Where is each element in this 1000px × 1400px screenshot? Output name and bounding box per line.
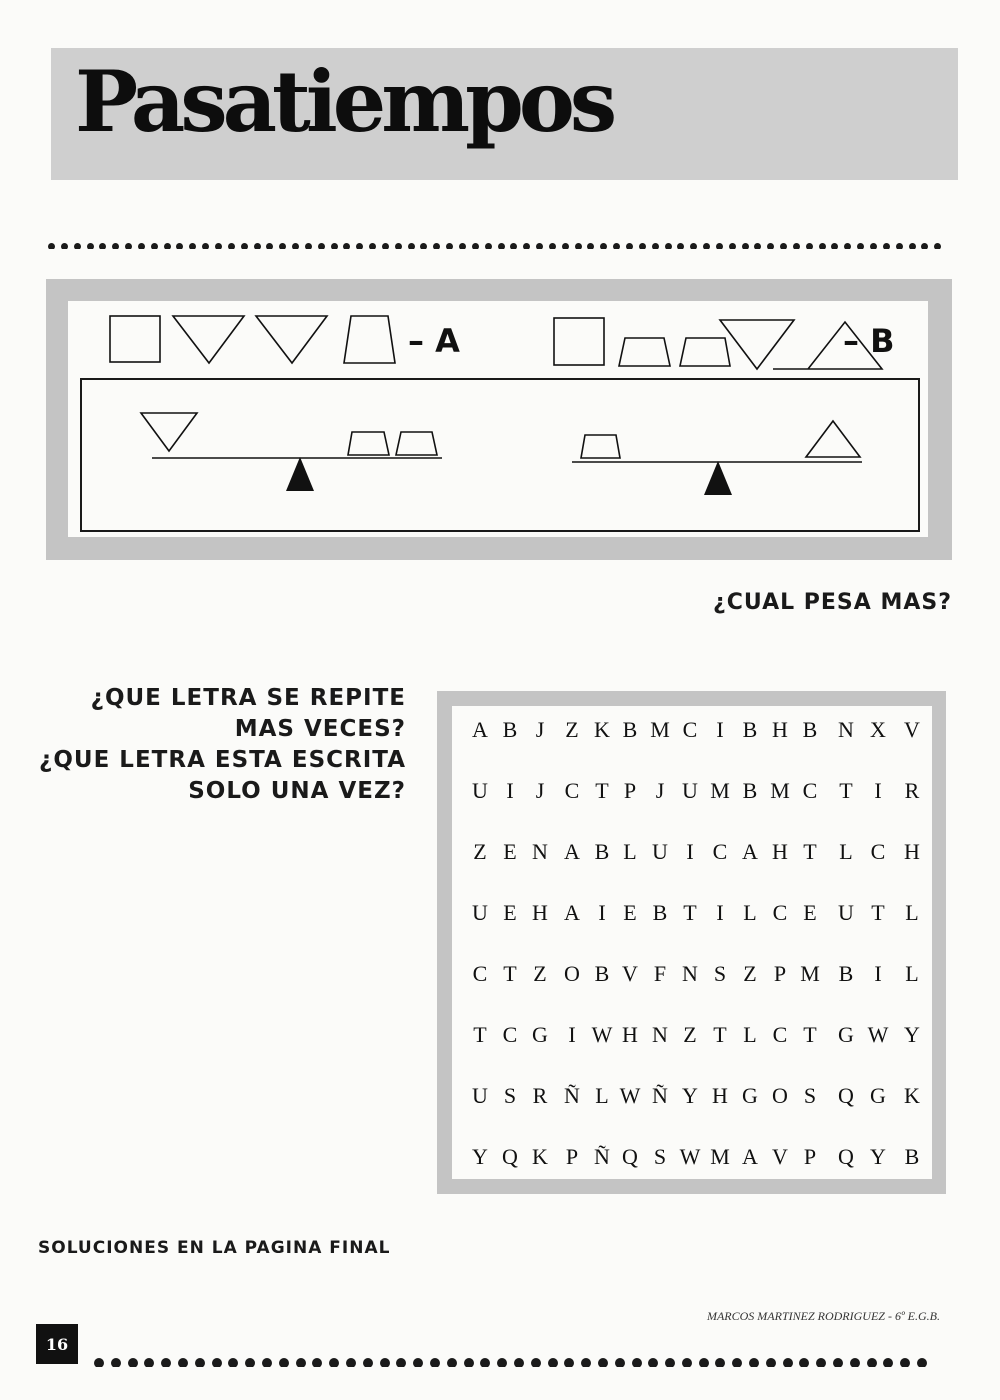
letter-grid-cell: B [742, 778, 758, 803]
letter-grid-cell: V [622, 961, 638, 986]
square-shape [110, 316, 160, 362]
letter-grid-cell: C [802, 778, 818, 803]
divider-dot [799, 1358, 809, 1367]
letter-grid-cell: P [773, 961, 787, 986]
letter-grid-cell: H [532, 900, 548, 925]
letter-grid-cell: C [682, 717, 698, 742]
scale-fulcrum [704, 461, 732, 495]
letter-grid-cell: L [743, 900, 757, 925]
divider-dot [900, 1358, 910, 1367]
letter-grid-cell: J [535, 717, 545, 742]
letter-grid-cell: Y [682, 1083, 698, 1108]
divider-dot [464, 1358, 474, 1367]
letter-grid-cell: P [623, 778, 637, 803]
letter-grid-cell: G [742, 1083, 758, 1108]
divider-dot [94, 1358, 104, 1367]
letter-grid-cell: V [904, 717, 920, 742]
letter-grid-cell: I [598, 900, 606, 925]
letter-grid-cell: Z [473, 839, 487, 864]
letter-grid-cell: B [594, 839, 610, 864]
letter-grid-cell: B [502, 717, 518, 742]
letter-grid-cell: Z [565, 717, 579, 742]
letter-grid-cell: W [867, 1022, 889, 1047]
scale-fulcrum [286, 457, 314, 491]
letter-grid-cell: E [623, 900, 637, 925]
letter-grid-cell: C [772, 1022, 788, 1047]
letter-grid-cell: B [802, 717, 818, 742]
letter-grid-cell: L [595, 1083, 609, 1108]
divider-dot [262, 1358, 272, 1367]
letter-grid-cell: V [772, 1144, 788, 1169]
letter-grid-cell: T [839, 778, 853, 803]
letter-grid-cell: C [870, 839, 886, 864]
divider-dot [430, 1358, 440, 1367]
letter-grid-row [468, 717, 928, 747]
letter-grid-cell: L [905, 961, 919, 986]
letter-grid-cell: L [743, 1022, 757, 1047]
letter-grid-cell: P [803, 1144, 817, 1169]
letter-grid-cell: I [874, 961, 882, 986]
letter-grid-cell: T [713, 1022, 727, 1047]
divider-dot [245, 1358, 255, 1367]
letter-grid-cell: L [623, 839, 637, 864]
letter-grid-cell: Y [904, 1022, 920, 1047]
letter-grid-cell: U [838, 900, 854, 925]
divider-dot [581, 1358, 591, 1367]
letter-grid-cell: K [532, 1144, 548, 1169]
divider-dot [816, 1358, 826, 1367]
letter-grid-cell: Q [502, 1144, 518, 1169]
letter-grid-cell: W [591, 1022, 613, 1047]
divider-dot [850, 1358, 860, 1367]
divider-dot [144, 1358, 154, 1367]
letter-grid-cell: U [682, 778, 698, 803]
letter-grid-cell: I [568, 1022, 576, 1047]
letter-grid-cell: I [716, 717, 724, 742]
letter-grid-cell: E [503, 839, 517, 864]
trapezoid-shape [348, 432, 389, 455]
letter-question-line: ¿QUE LETRA ESTA ESCRITA [39, 747, 406, 773]
weight-question: ¿CUAL PESA MAS? [712, 590, 952, 615]
divider-dot [514, 1358, 524, 1367]
letter-grid-cell: Z [533, 961, 547, 986]
letter-grid-cell: M [770, 778, 790, 803]
letter-grid-cell: A [742, 839, 758, 864]
letter-grid-row [468, 900, 928, 930]
divider-dot [178, 1358, 188, 1367]
triangle-shape [806, 421, 860, 457]
divider-dot [128, 1358, 138, 1367]
weight-puzzle-shapes [0, 0, 1000, 600]
solutions-note: SOLUCIONES EN LA PAGINA FINAL [38, 1238, 391, 1258]
divider-dot [883, 1358, 893, 1367]
letter-grid-cell: A [564, 839, 580, 864]
letter-grid-cell: K [904, 1083, 920, 1108]
letter-grid-cell: B [622, 717, 638, 742]
letter-grid-cell: N [838, 717, 854, 742]
divider-dot [648, 1358, 658, 1367]
letter-grid-cell: G [838, 1022, 854, 1047]
divider-dot [228, 1358, 238, 1367]
inverted-triangle-shape [720, 320, 794, 369]
letter-grid-row [468, 961, 928, 991]
divider-dot [749, 1358, 759, 1367]
trapezoid-shape [680, 338, 730, 366]
letter-grid-row [468, 1083, 928, 1113]
letter-grid-cell: X [870, 717, 886, 742]
divider-dot [296, 1358, 306, 1367]
letter-grid-cell: T [683, 900, 697, 925]
letter-grid-cell: R [532, 1083, 548, 1108]
letter-grid-cell: Y [870, 1144, 886, 1169]
divider-dot [346, 1358, 356, 1367]
letter-grid-cell: T [803, 1022, 817, 1047]
letter-grid-cell: Q [838, 1144, 854, 1169]
letter-grid-cell: N [532, 839, 548, 864]
letter-grid-cell: C [772, 900, 788, 925]
letter-grid-cell: W [619, 1083, 641, 1108]
inverted-triangle-shape [173, 316, 244, 363]
letter-grid-cell: M [800, 961, 820, 986]
option-b-label: – B [843, 322, 895, 360]
letter-grid-cell: U [472, 1083, 488, 1108]
divider-dot [396, 1358, 406, 1367]
divider-dot [682, 1358, 692, 1367]
trapezoid-shape [619, 338, 670, 366]
divider-dot [531, 1358, 541, 1367]
letter-grid-cell: H [772, 839, 788, 864]
letter-grid-cell: A [472, 717, 488, 742]
letter-grid-cell: T [803, 839, 817, 864]
letter-grid-cell: Q [838, 1083, 854, 1108]
letter-grid-cell: R [904, 778, 920, 803]
letter-question-line: MAS VECES? [234, 716, 406, 742]
letter-grid-cell: A [742, 1144, 758, 1169]
trapezoid-shape [396, 432, 437, 455]
divider-dot [111, 1358, 121, 1367]
letter-grid-cell: J [535, 778, 545, 803]
author-credit: MARCOS MARTINEZ RODRIGUEZ - 6º E.G.B. [706, 1309, 940, 1323]
letter-grid-row [468, 839, 928, 869]
letter-grid-cell: H [904, 839, 920, 864]
square-shape [554, 318, 604, 365]
divider-dot [329, 1358, 339, 1367]
letter-grid-cell: Ñ [652, 1083, 668, 1108]
inverted-triangle-shape [141, 413, 197, 451]
letter-question-line: ¿QUE LETRA SE REPITE [90, 685, 406, 711]
letter-grid-cell: I [716, 900, 724, 925]
letter-grid-cell: Y [472, 1144, 488, 1169]
divider-dot [195, 1358, 205, 1367]
divider-dot [279, 1358, 289, 1367]
letter-grid-cell: T [595, 778, 609, 803]
divider-dot [867, 1358, 877, 1367]
letter-grid-cell: G [870, 1083, 886, 1108]
divider-dot [413, 1358, 423, 1367]
divider-dot [212, 1358, 222, 1367]
divider-dot [363, 1358, 373, 1367]
letter-grid-cell: M [710, 1144, 730, 1169]
divider-dot [447, 1358, 457, 1367]
letter-grid-cell: O [564, 961, 580, 986]
letter-grid-cell: W [679, 1144, 701, 1169]
letter-grid-cell: B [652, 900, 668, 925]
option-a-label: – A [408, 322, 460, 360]
letter-grid-cell: T [503, 961, 517, 986]
letter-grid-cell: H [772, 717, 788, 742]
letter-grid-cell: T [473, 1022, 487, 1047]
divider-dot [497, 1358, 507, 1367]
divider-dot [312, 1358, 322, 1367]
divider-dot [732, 1358, 742, 1367]
letter-grid-cell: S [503, 1083, 517, 1108]
divider-dot [548, 1358, 558, 1367]
letter-grid-cell: I [506, 778, 514, 803]
divider-dot [665, 1358, 675, 1367]
letter-grid-cell: N [682, 961, 698, 986]
divider-dot [783, 1358, 793, 1367]
divider-dot [715, 1358, 725, 1367]
letter-grid-cell: B [838, 961, 854, 986]
letter-grid-cell: T [871, 900, 885, 925]
letter-grid-cell: C [564, 778, 580, 803]
letter-grid-cell: M [650, 717, 670, 742]
divider-dot [161, 1358, 171, 1367]
letter-grid-cell: P [565, 1144, 579, 1169]
divider-dot [632, 1358, 642, 1367]
divider-dot [480, 1358, 490, 1367]
letter-grid-cell: C [472, 961, 488, 986]
letter-grid-cell: H [622, 1022, 638, 1047]
letter-grid-cell: Ñ [594, 1144, 610, 1169]
divider-dot [833, 1358, 843, 1367]
bottom-dotted-divider [94, 1353, 944, 1367]
letter-grid-cell: H [712, 1083, 728, 1108]
letter-grid-cell: Z [683, 1022, 697, 1047]
divider-dot [699, 1358, 709, 1367]
letter-grid-cell: U [472, 900, 488, 925]
letter-grid-cell: S [653, 1144, 667, 1169]
letter-grid-cell: L [839, 839, 853, 864]
divider-dot [564, 1358, 574, 1367]
letter-grid-cell: M [710, 778, 730, 803]
letter-grid-cell: A [564, 900, 580, 925]
page-number: 16 [36, 1324, 78, 1364]
inverted-triangle-shape [256, 316, 327, 363]
letter-grid-cell: G [532, 1022, 548, 1047]
letter-grid-cell: B [594, 961, 610, 986]
letter-grid-cell: C [502, 1022, 518, 1047]
letter-grid-cell: C [712, 839, 728, 864]
divider-dot [380, 1358, 390, 1367]
letter-grid-cell: U [652, 839, 668, 864]
letter-grid-cell: E [503, 900, 517, 925]
letter-question-line: SOLO UNA VEZ? [188, 778, 406, 804]
letter-grid-row [468, 1144, 928, 1174]
divider-dot [917, 1358, 927, 1367]
letter-grid-row [468, 1022, 928, 1052]
letter-grid-cell: L [905, 900, 919, 925]
divider-dot [598, 1358, 608, 1367]
letter-grid-row [468, 778, 928, 808]
page-title: Pasatiempos [75, 52, 613, 151]
letter-grid-cell: Z [743, 961, 757, 986]
trapezoid-shape [581, 435, 620, 458]
letter-grid-cell: S [803, 1083, 817, 1108]
trapezoid-shape [344, 316, 395, 363]
letter-grid-cell: I [874, 778, 882, 803]
letter-grid-cell: B [904, 1144, 920, 1169]
letter-grid-cell: B [742, 717, 758, 742]
letter-grid-cell: I [686, 839, 694, 864]
letter-grid-cell: K [594, 717, 610, 742]
letter-grid-cell: N [652, 1022, 668, 1047]
letter-grid-cell: E [803, 900, 817, 925]
letter-grid-cell: J [655, 778, 665, 803]
letter-grid-cell: Ñ [564, 1083, 580, 1108]
letter-grid-cell: U [472, 778, 488, 803]
letter-grid-cell: S [713, 961, 727, 986]
letter-grid-cell: F [653, 961, 667, 986]
letter-grid-cell: Q [622, 1144, 638, 1169]
divider-dot [615, 1358, 625, 1367]
letter-grid-cell: O [772, 1083, 788, 1108]
divider-dot [766, 1358, 776, 1367]
